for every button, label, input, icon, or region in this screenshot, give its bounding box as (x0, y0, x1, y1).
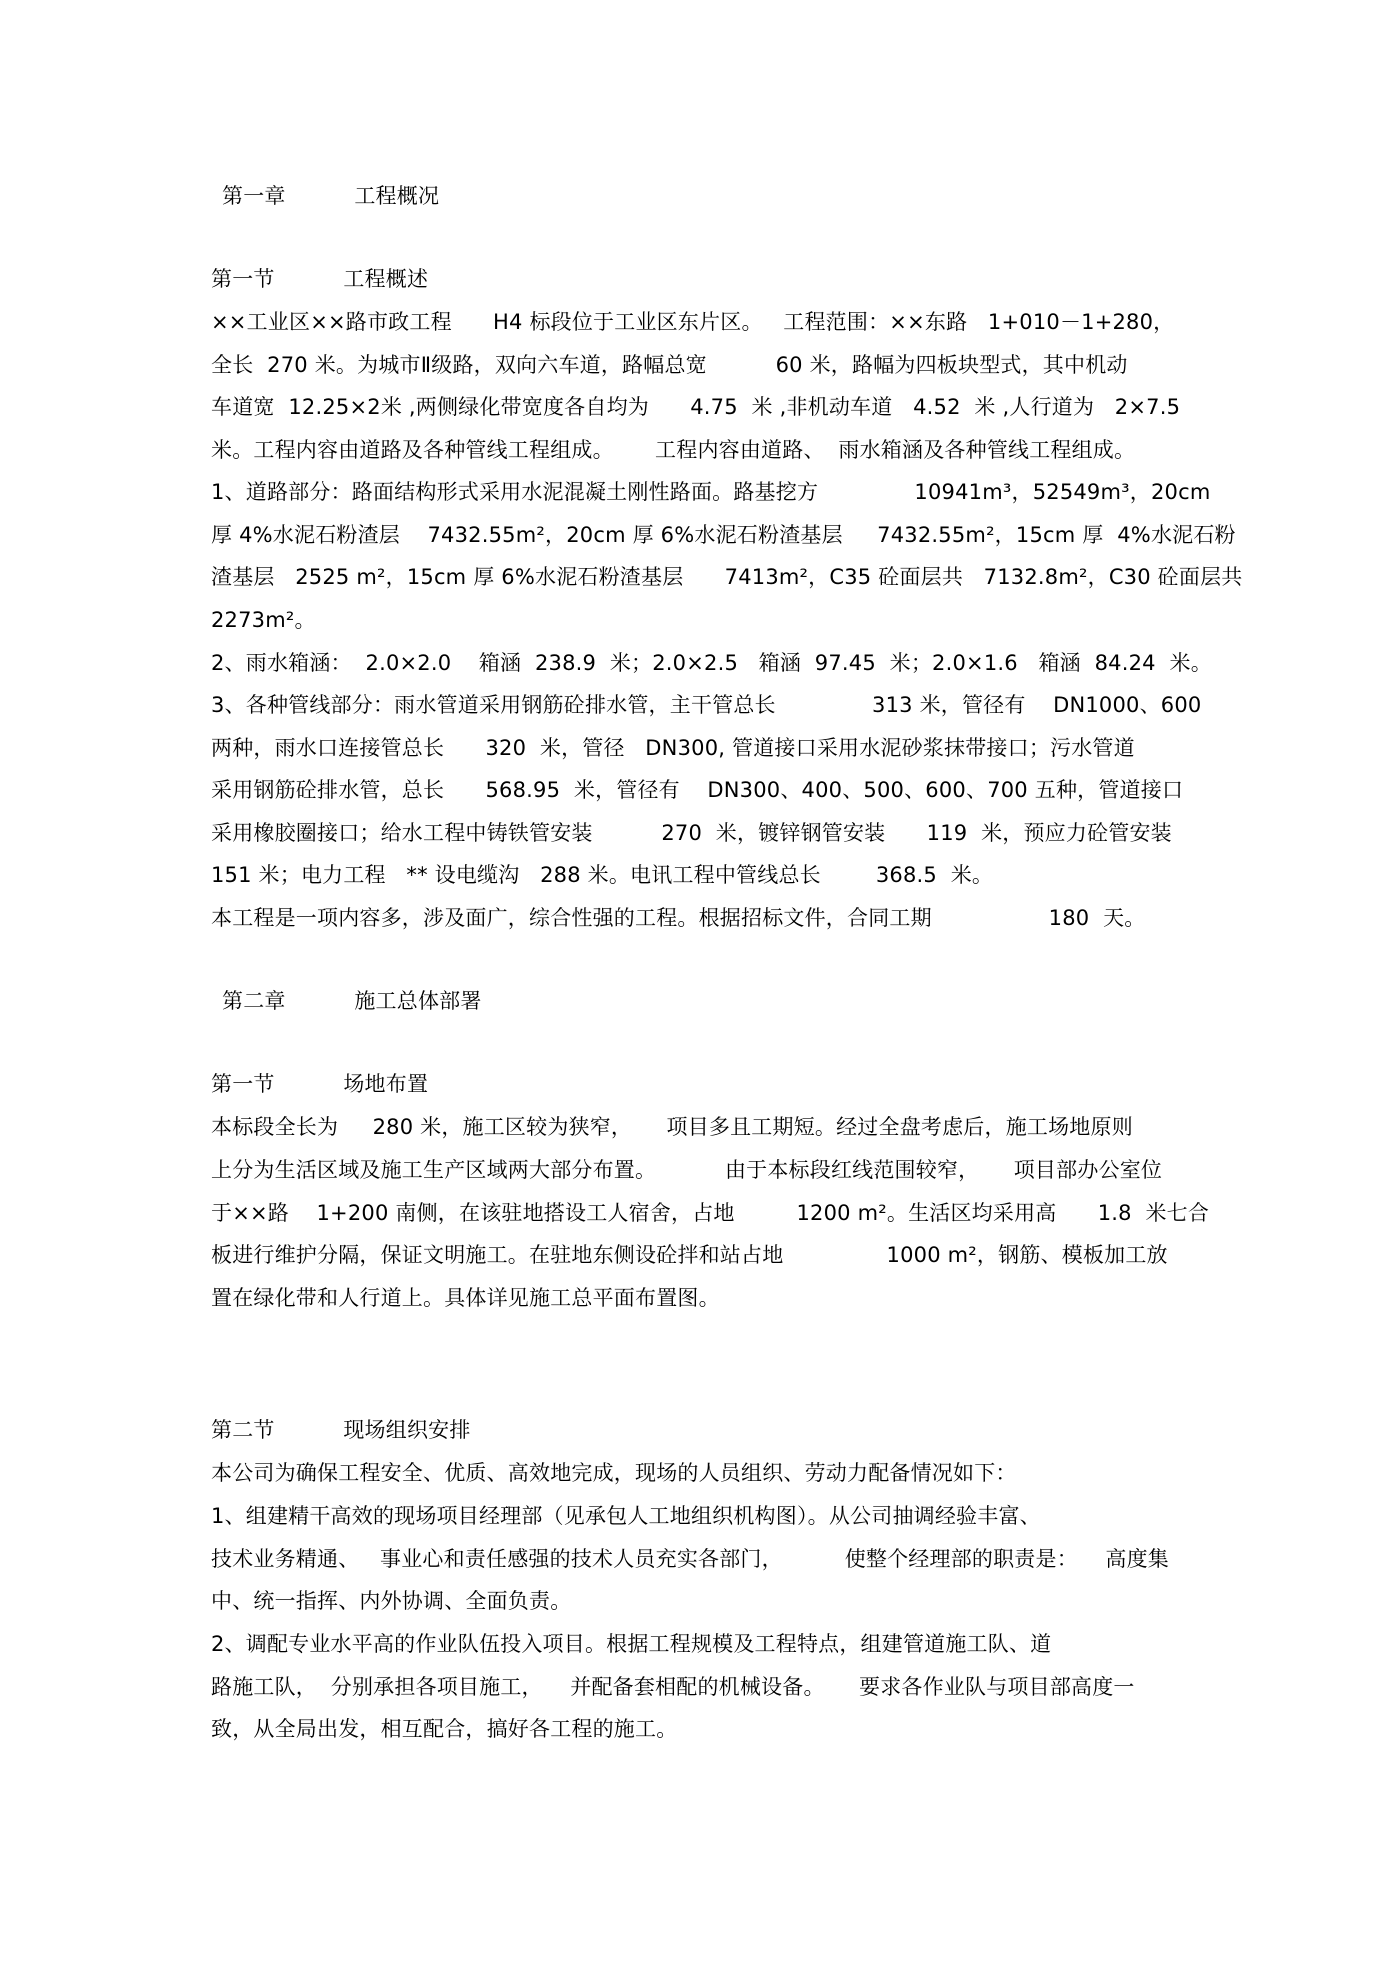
paragraph-line: 3、各种管线部分：雨水管道采用钢筋砼排水管，主干管总长 313 米，管径有 DN1000、600 (211, 693, 1202, 717)
paragraph-line: 路施工队， 分别承担各项目施工， 并配备套相配的机械设备。 要求各作业队与项目部高度一 (211, 1675, 1135, 1699)
paragraph-line: 本工程是一项内容多，涉及面广，综合性强的工程。根据招标文件，合同工期 180 天。 (211, 906, 1146, 930)
paragraph-line: ××工业区××路市政工程 H4 标段位于工业区东片区。 工程范围：××东路 1+010－1+280， (211, 310, 1175, 334)
paragraph-line: 全长 270 米。为城市Ⅱ级路，双向六车道，路幅总宽 60 米，路幅为四板块型式，其中机动 (211, 353, 1128, 377)
paragraph-line: 厚 4%水泥石粉渣层 7432.55m²，20cm 厚 6%水泥石粉渣基层 7432.55m²，15cm 厚 4%水泥石粉 (211, 523, 1236, 547)
chapter2-section1-title: 第一节 场地布置 (211, 1072, 429, 1096)
chapter2-section2-title: 第二节 现场组织安排 (211, 1418, 471, 1442)
paragraph-line: 置在绿化带和人行道上。具体详见施工总平面布置图。 (211, 1286, 720, 1310)
paragraph-line: 采用钢筋砼排水管，总长 568.95 米，管径有 DN300、400、500、600、700 五种，管道接口 (211, 778, 1184, 802)
paragraph-line: 致，从全局出发，相互配合，搞好各工程的施工。 (211, 1717, 678, 1741)
chapter1-title: 第一章 工程概况 (222, 184, 440, 208)
chapter1-section1-title: 第一节 工程概述 (211, 267, 429, 291)
paragraph-line: 渣基层 2525 m²，15cm 厚 6%水泥石粉渣基层 7413m²，C35 砼面层共 7132.8m²，C30 砼面层共 (211, 565, 1243, 589)
paragraph-line: 两种，雨水口连接管总长 320 米，管径 DN300, 管道接口采用水泥砂浆抹带接口；污水管道 (211, 736, 1135, 760)
paragraph-line: 于××路 1+200 南侧，在该驻地搭设工人宿舍，占地 1200 m²。生活区均采用高 1.8 米七合 (211, 1201, 1210, 1225)
paragraph-line: 上分为生活区域及施工生产区域两大部分布置。 由于本标段红线范围较窄， 项目部办公室位 (211, 1158, 1163, 1182)
paragraph-line: 技术业务精通、 事业心和责任感强的技术人员充实各部门， 使整个经理部的职责是： 高度集 (211, 1547, 1170, 1571)
paragraph-line: 本标段全长为 280 米，施工区较为狭窄， 项目多且工期短。经过全盘考虑后，施工场地原则 (211, 1115, 1133, 1139)
paragraph-line: 2、雨水箱涵： 2.0×2.0 箱涵 238.9 米；2.0×2.5 箱涵 97.45 米；2.0×1.6 箱涵 84.24 米。 (211, 651, 1212, 675)
paragraph-line: 板进行维护分隔，保证文明施工。在驻地东侧设砼拌和站占地 1000 m²，钢筋、模板加工放 (211, 1243, 1168, 1267)
paragraph-line: 中、统一指挥、内外协调、全面负责。 (211, 1589, 572, 1613)
paragraph-line: 米。工程内容由道路及各种管线工程组成。 工程内容由道路、 雨水箱涵及各种管线工程组成。 (211, 438, 1136, 462)
paragraph-line: 2273m²。 (211, 608, 316, 632)
paragraph-line: 1、组建精干高效的现场项目经理部（见承包人工地组织机构图）。从公司抽调经验丰富、 (211, 1504, 1041, 1528)
paragraph-line: 采用橡胶圈接口；给水工程中铸铁管安装 270 米，镀锌钢管安装 119 米，预应力砼管安装 (211, 821, 1172, 845)
paragraph-line: 1、道路部分：路面结构形式采用水泥混凝土刚性路面。路基挖方 10941m³，52549m³，20cm (211, 480, 1211, 504)
paragraph-line: 151 米；电力工程 ** 设电缆沟 288 米。电讯工程中管线总长 368.5 米。 (211, 863, 994, 887)
chapter2-title: 第二章 施工总体部署 (222, 989, 482, 1013)
paragraph-line: 2、调配专业水平高的作业队伍投入项目。根据工程规模及工程特点，组建管道施工队、道 (211, 1632, 1052, 1656)
paragraph-line: 本公司为确保工程安全、优质、高效地完成，现场的人员组织、劳动力配备情况如下： (211, 1461, 1017, 1485)
paragraph-line: 车道宽 12.25×2米 ,两侧绿化带宽度各自均为 4.75 米 ,非机动车道 4.52 米 ,人行道为 2×7.5 (211, 395, 1181, 419)
